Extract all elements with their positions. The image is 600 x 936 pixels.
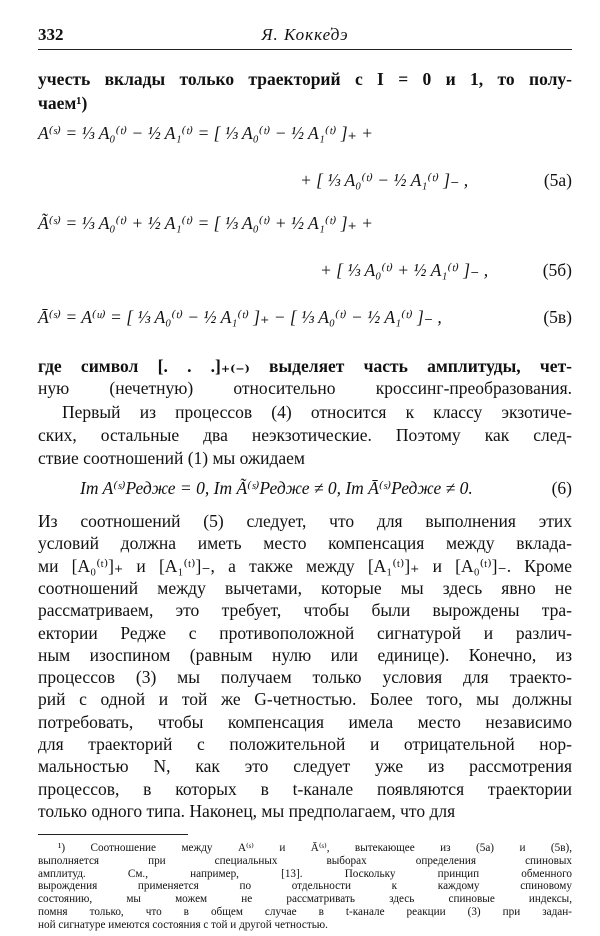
equation-6: Im A⁽ˢ⁾Редже = 0, Im Ã⁽ˢ⁾Редже ≠ 0, Im Ā⁽ˢ⁾Редже ≠ 0. — [80, 478, 473, 498]
footnote-line: амплитуд. См., например, [13]. Поскольку принцип обменного — [38, 867, 572, 880]
text-line: процессов, в которых в t-канале появляются траектории — [38, 778, 572, 799]
footnote-first-line: ¹) Соотношение между A⁽ˢ⁾ и Ā⁽ˢ⁾, вытекающее из (5а) и (5в), — [58, 842, 572, 854]
equation-number-5b: (5б) — [542, 260, 572, 280]
footnote-line: помня только, что в общем случае в t-канале реакции (3) при задан- — [38, 906, 572, 918]
text-line: учесть вклады только траекторий с I = 0 и 1, то полу- — [38, 69, 572, 89]
text-line: рассматриваем, это требует, чтобы были вырождены тра- — [38, 600, 572, 621]
text-line: Из соотношений (5) следует, что для выполнения этих — [38, 511, 572, 531]
text-line: ную (нечетную) относительно кроссинг-преобразования. — [38, 378, 572, 398]
text-line: ектории Редже с противоположной сигнатурой и различ- — [38, 622, 572, 643]
header-rule — [38, 49, 572, 50]
text-line: ских, остальные два неэкзотические. Поэтому как след- — [38, 425, 572, 445]
equation-5b-part2: + [ ⅓ A₀⁽ᵗ⁾ + ½ A₁⁽ᵗ⁾ ]₋ , — [320, 260, 489, 280]
text-line: потребовать, чтобы компенсация имела место независимо — [38, 711, 572, 732]
text-line: ми [A₀⁽ᵗ⁾]₊ и [A₁⁽ᵗ⁾]₋, а также между [A₁⁽ᵗ⁾]₊ и [A₀⁽ᵗ⁾]₋. Кроме — [38, 555, 572, 576]
equation-5b-part1: Ã⁽ˢ⁾ = ⅓ A₀⁽ᵗ⁾ + ½ A₁⁽ᵗ⁾ = [ ⅓ A₀⁽ᵗ⁾ + ½ A₁⁽ᵗ⁾ ]₊ + — [38, 213, 373, 233]
equation-number-5a: (5а) — [543, 170, 572, 190]
text-line: процессов (3) мы получаем только условия для траекто- — [38, 667, 572, 688]
equation-5v: Ā⁽ˢ⁾ = A⁽ᵘ⁾ = [ ⅓ A₀⁽ᵗ⁾ − ½ A₁⁽ᵗ⁾ ]₊ − [ ⅓ A₀⁽ᵗ⁾ − ½ A₁⁽ᵗ⁾ ]₋ , — [38, 307, 442, 327]
page-number: 332 — [38, 25, 64, 44]
footnote-line: состоянию, мы можем не рассматривать здесь спиновые индексы, — [38, 893, 572, 906]
text-line: где символ [. . .]₊₍₋₎ выделяет часть амплитуды, чет- — [38, 356, 572, 376]
equation-5a-part2: + [ ⅓ A₀⁽ᵗ⁾ − ½ A₁⁽ᵗ⁾ ]₋ , — [300, 170, 469, 190]
text-line: для траекторий с положительной и отрицательной нор- — [38, 734, 572, 754]
text-line: Первый из процессов (4) относится к классу экзотиче- — [62, 402, 572, 422]
text-line: мальностью N, как это следует уже из рассмотрения — [38, 756, 572, 777]
text-line: ным изоспином (равным нулю или единице). Конечно, из — [38, 644, 572, 665]
equation-number-6: (6) — [551, 478, 572, 498]
equation-number-5v: (5в) — [543, 307, 572, 327]
text-line: соотношений между вычетами, которые мы здесь явно не — [38, 577, 572, 598]
footnote-line: вырождения применяется по отдельности к каждому спиновому — [38, 880, 572, 893]
text-line: только одного типа. Наконец, мы предполагаем, что для — [38, 800, 456, 821]
equation-5a-part1: A⁽ˢ⁾ = ⅓ A₀⁽ᵗ⁾ − ½ A₁⁽ᵗ⁾ = [ ⅓ A₀⁽ᵗ⁾ − ½ A₁⁽ᵗ⁾ ]₊ + — [38, 123, 373, 143]
running-header — [38, 25, 572, 49]
footnote-line: ной сигнатуре имеются состояния с той и другой четностью. — [38, 918, 328, 931]
footnote-line: выполняется при специальных выборах определения спиновых — [38, 854, 572, 867]
footnote-rule — [38, 834, 188, 835]
text-line: рий с одной и той же G-четностью. Более того, мы должны — [38, 689, 572, 710]
text-line: условий должна иметь место компенсация между вклада- — [38, 533, 572, 554]
text-line: чаем¹) — [38, 93, 88, 113]
running-title: Я. Кокке̓дэ — [261, 25, 349, 44]
text-line: ствие соотношений (1) мы ожидаем — [38, 448, 305, 468]
